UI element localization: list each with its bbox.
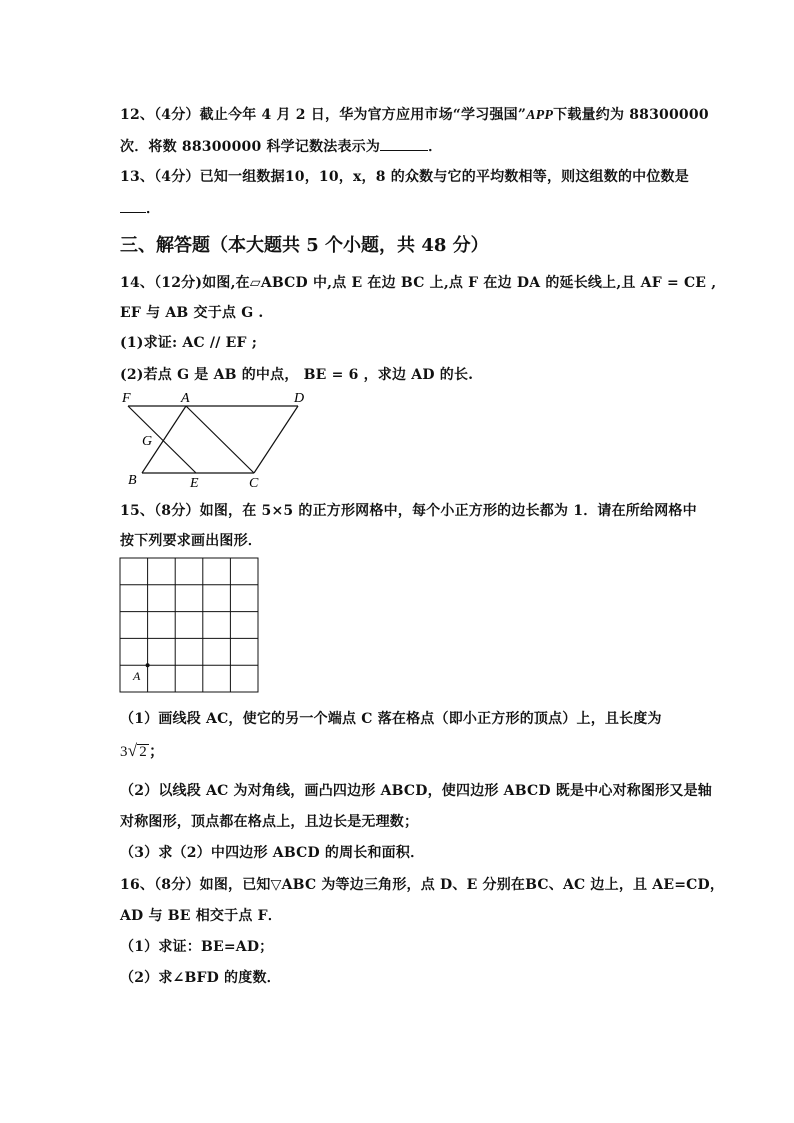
sqrt-icon: √ <box>127 741 138 760</box>
q15-part1: （1）画线段 AC，使它的另一个端点 C 落在格点（即小正方形的顶点）上，且长度为 <box>120 711 662 727</box>
q12-answer-blank[interactable] <box>380 138 428 151</box>
label-G: G <box>142 434 153 449</box>
q13-answer-blank[interactable] <box>120 200 146 213</box>
label-B: B <box>128 473 137 488</box>
q16-part2: （2）求∠BFD 的度数． <box>120 970 281 986</box>
q15-line2: 按下列要求画出图形． <box>120 533 262 549</box>
q13-line1: 13、（4分）已知一组数据10，10，x，8 的众数与它的平均数相等，则这组数的中位数是 <box>120 169 689 185</box>
q12-line2-post: ． <box>428 139 443 155</box>
label-F: F <box>122 391 131 406</box>
label-C: C <box>249 476 259 488</box>
q14-part2: (2)若点 G 是 AB 的中点， BE = 6 ，求边 AD 的长. <box>120 367 474 383</box>
q13-line2-post: ． <box>146 201 161 217</box>
q14-figure <box>118 388 318 488</box>
q12-line1-text: 12、（4分）截止今年 4 月 2 日，华为官方应用市场“学习强国” <box>120 107 527 123</box>
q12-line2 <box>120 136 442 156</box>
grid-border <box>120 558 258 692</box>
q15-part1-math <box>120 740 164 761</box>
grid-label-A: A <box>133 669 141 683</box>
q12-line1-tail: 下载量约为 88300000 <box>553 107 709 123</box>
label-A: A <box>181 391 190 406</box>
q16-line2: AD 与 BE 相交于点 F． <box>120 908 282 924</box>
q12-line2-text: 次．将数 88300000 科学记数法表示为 <box>120 139 381 155</box>
q13-line2 <box>120 198 160 218</box>
q15-radicand: 2 <box>139 744 147 760</box>
section3-title: 三、解答题（本大题共 5 个小题，共 48 分） <box>120 235 489 256</box>
label-D: D <box>294 391 305 406</box>
q15-part1-tail: ； <box>148 744 165 760</box>
q14-line2: EF 与 AB 交于点 G . <box>120 305 264 321</box>
q15-line1: 15、（8分）如图，在 5×5 的正方形网格中，每个小正方形的边长都为 1．请在所给网格中 <box>120 503 697 519</box>
q15-part3: （3）求（2）中四边形 ABCD 的周长和面积． <box>120 845 425 861</box>
q15-part2-line2: 对称图形，顶点都在格点上，且边长是无理数； <box>120 814 419 830</box>
q15-part2-line1: （2）以线段 AC 为对角线，画凸四边形 ABCD，使四边形 ABCD 既是中心对称图形又是轴 <box>120 783 712 799</box>
cd-line <box>254 406 298 473</box>
q12-line1 <box>120 104 709 124</box>
fe-line <box>128 406 196 473</box>
q14-part1: (1)求证: AC // EF ; <box>120 335 258 351</box>
point-A-dot <box>146 663 150 667</box>
q12-app-text: APP <box>526 108 554 123</box>
q16-line1: 16、（8分）如图，已知▽ABC 为等边三角形，点 D、E 分别在BC、AC 边上，且 AE=CD， <box>120 877 725 893</box>
q15-grid <box>118 556 262 696</box>
ac-line <box>186 406 254 473</box>
q14-line1: 14、（12分)如图,在▱ABCD 中,点 E 在边 BC 上,点 F 在边 DA 的延长线上,且 AF = CE , <box>120 275 717 291</box>
q15-coef: 3 <box>120 744 128 760</box>
q16-part1: （1）求证：BE=AD； <box>120 939 274 955</box>
label-E: E <box>190 476 199 488</box>
